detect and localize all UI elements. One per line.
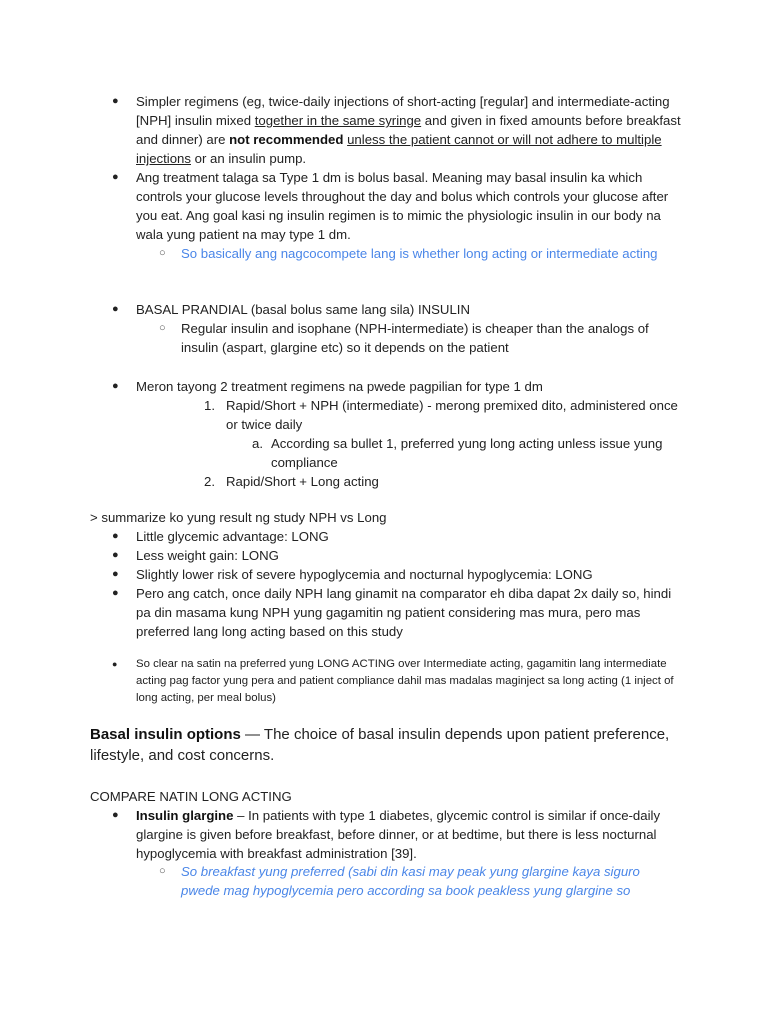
list-item: According sa bullet 1, preferred yung long acting unless issue yung compliance bbox=[271, 436, 663, 470]
compare-header: COMPARE NATIN LONG ACTING bbox=[90, 789, 292, 804]
list-item: Little glycemic advantage: LONG bbox=[136, 529, 329, 544]
bullet-icon: ● bbox=[112, 95, 119, 107]
list-number: 1. bbox=[204, 398, 215, 413]
bullet-icon: ● bbox=[112, 568, 119, 580]
paragraph-treatment-regimens: Meron tayong 2 treatment regimens na pwede pagpilian for type 1 dm bbox=[136, 379, 543, 394]
bullet-icon: ● bbox=[112, 171, 119, 183]
underlined-text: unless the patient cannot or will not adhere to multiple injections bbox=[136, 132, 662, 166]
underlined-text: together in the same syringe bbox=[254, 113, 422, 128]
list-item: Rapid/Short + NPH (intermediate) - merong premixed dito, administered once or twice daily bbox=[226, 398, 678, 432]
bullet-icon: ● bbox=[112, 659, 118, 669]
subnote-glargine: So breakfast yung preferred (sabi din kasi may peak yung glargine kaya siguro pwede mag hypoglycemia pero according sa book peakless yung glargine so bbox=[181, 864, 640, 898]
bullet-icon: ● bbox=[112, 549, 119, 561]
list-letter: a. bbox=[252, 436, 263, 451]
hollow-bullet-icon: ○ bbox=[159, 322, 166, 334]
list-item: Pero ang catch, once daily NPH lang ginamit na comparator eh diba dapat 2x daily so, hindi pa din masama kung NPH yung gagamitin ng patient considering mas mura, pero mas preferred lang long acting based on this study bbox=[136, 586, 672, 639]
hollow-bullet-icon: ○ bbox=[159, 247, 166, 259]
list-number: 2. bbox=[204, 474, 215, 489]
hollow-bullet-icon: ○ bbox=[159, 865, 166, 877]
bullet-icon: ● bbox=[112, 530, 119, 542]
paragraph-basal-prandial: BASAL PRANDIAL (basal bolus same lang sila) INSULIN bbox=[136, 302, 470, 317]
bullet-icon: ● bbox=[112, 303, 119, 315]
subnote-regular-insulin: Regular insulin and isophane (NPH-intermediate) is cheaper than the analogs of insulin (aspart, glargine etc) so it depends on the patient bbox=[181, 321, 649, 355]
list-item: Rapid/Short + Long acting bbox=[226, 474, 379, 489]
paragraph-bolus-basal: Ang treatment talaga sa Type 1 dm is bolus basal. Meaning may basal insulin ka which controls your glucose levels throughout the day and bolus which controls your glucose after you eat. Ang goal kasi ng insulin regimen is to mimic the physiologic insulin in our body na wala yung patient na may type 1 dm. bbox=[136, 170, 669, 242]
bullet-icon: ● bbox=[112, 380, 119, 392]
summary-header: > summarize ko yung result ng study NPH vs Long bbox=[90, 510, 387, 525]
bold-text: not recommended bbox=[229, 132, 344, 147]
paragraph-simpler-regimens: Simpler regimens (eg, twice-daily injections of short-acting [regular] and intermediate-acting [NPH] insulin mixed together in the same syringe and given in fixed amounts before breakfast and dinner) are not recommended unless the patient cannot or will not adhere to multiple injections or an insulin pump. bbox=[136, 94, 681, 166]
paragraph-insulin-glargine: Insulin glargine – In patients with type 1 diabetes, glycemic control is similar if once-daily glargine is given before breakfast, before dinner, or at bedtime, but there is less nocturnal hypoglycemia with breakfast administration [39]. bbox=[136, 808, 661, 861]
small-note: So clear na satin na preferred yung LONG ACTING over Intermediate acting, gagamitin lang intermediate acting pag factor yung pera and patient compliance dahil mas madalas maginject sa long acting (1 inject of long acting, per meal bolus) bbox=[136, 658, 674, 704]
basal-insulin-options: Basal insulin options — The choice of basal insulin depends upon patient preference, lifestyle, and cost concerns. bbox=[90, 726, 670, 764]
list-item: Less weight gain: LONG bbox=[136, 548, 279, 563]
list-item: Slightly lower risk of severe hypoglycemia and nocturnal hypoglycemia: LONG bbox=[136, 567, 593, 582]
subnote-compete: So basically ang nagcocompete lang is whether long acting or intermediate acting bbox=[181, 246, 658, 261]
bullet-icon: ● bbox=[112, 587, 119, 599]
bullet-icon: ● bbox=[112, 809, 119, 821]
